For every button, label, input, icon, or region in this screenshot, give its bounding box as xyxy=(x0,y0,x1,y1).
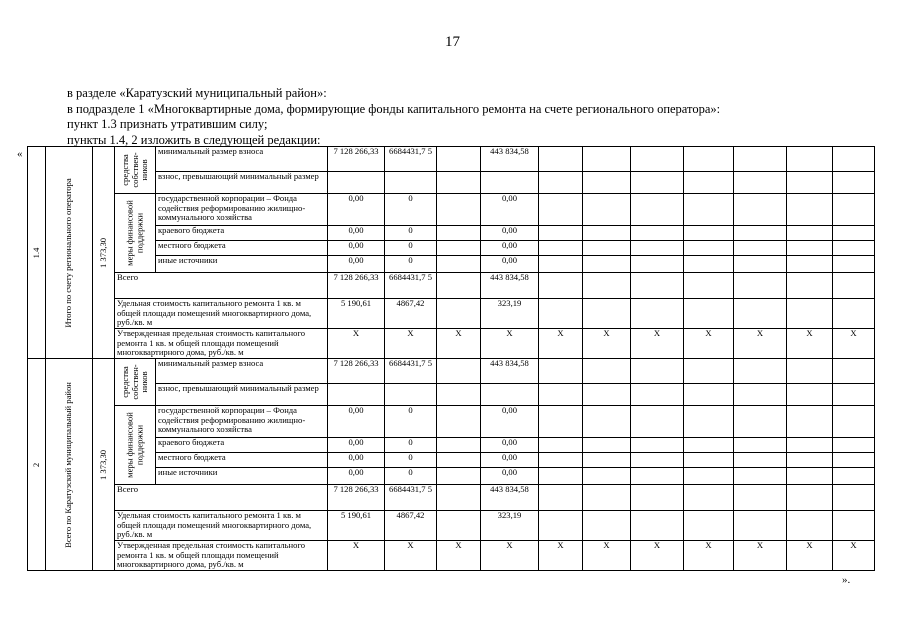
empty-cell xyxy=(539,453,583,468)
x-mark: X xyxy=(437,541,481,571)
row-label: местного бюджета xyxy=(156,453,328,468)
opening-quote: « xyxy=(17,148,23,160)
empty-cell xyxy=(684,147,734,172)
empty-cell xyxy=(583,468,631,485)
value-cell: 443 834,58 xyxy=(481,485,539,511)
section-number xyxy=(28,359,46,571)
value-cell: 5 190,61 xyxy=(328,511,385,541)
empty-cell xyxy=(833,273,875,299)
value-cell: 0 xyxy=(385,453,437,468)
empty-cell xyxy=(734,511,787,541)
empty-cell xyxy=(787,359,833,384)
value-cell xyxy=(437,273,481,299)
value-cell: 5 190,61 xyxy=(328,299,385,329)
empty-cell xyxy=(734,359,787,384)
x-mark: X xyxy=(539,541,583,571)
empty-cell xyxy=(833,384,875,406)
empty-cell xyxy=(583,299,631,329)
empty-cell xyxy=(631,194,684,226)
value-cell xyxy=(437,241,481,256)
intro-line: пункт 1.3 признать утратившим силу; xyxy=(67,117,268,131)
row-label: местного бюджета xyxy=(156,241,328,256)
row-label: взнос, превышающий минимальный размер xyxy=(156,384,328,406)
empty-cell xyxy=(583,359,631,384)
empty-cell xyxy=(583,511,631,541)
x-mark: X xyxy=(328,541,385,571)
empty-cell xyxy=(539,384,583,406)
empty-cell xyxy=(684,241,734,256)
empty-cell xyxy=(539,172,583,194)
section-name-text: Итого по счету регионального оператора xyxy=(63,177,74,328)
value-cell xyxy=(437,172,481,194)
empty-cell xyxy=(684,299,734,329)
empty-cell xyxy=(583,147,631,172)
empty-cell xyxy=(539,359,583,384)
value-cell: 4867,42 xyxy=(385,511,437,541)
value-cell: 323,19 xyxy=(481,511,539,541)
value-cell xyxy=(437,256,481,273)
empty-cell xyxy=(734,273,787,299)
value-cell: 4867,42 xyxy=(385,299,437,329)
x-mark: X xyxy=(385,329,437,359)
table-row xyxy=(28,511,875,541)
empty-cell xyxy=(583,226,631,241)
value-cell: 0,00 xyxy=(481,453,539,468)
value-cell: 0 xyxy=(385,256,437,273)
value-cell xyxy=(437,511,481,541)
row-label: иные источники xyxy=(156,468,328,485)
value-cell: 0,00 xyxy=(481,194,539,226)
owners-funds-label-text: средства собствен-ников xyxy=(119,152,149,188)
empty-cell xyxy=(734,406,787,438)
financial-support-label-text: меры финансовой поддержки xyxy=(124,200,144,266)
empty-cell xyxy=(684,485,734,511)
row-label: минимальный размер взноса xyxy=(156,147,328,172)
empty-cell xyxy=(539,147,583,172)
closing-quote: ». xyxy=(842,574,851,586)
empty-cell xyxy=(631,172,684,194)
empty-cell xyxy=(734,299,787,329)
value-cell xyxy=(437,226,481,241)
value-cell: 0 xyxy=(385,226,437,241)
value-cell xyxy=(437,147,481,172)
row-label: Всего xyxy=(115,485,328,511)
empty-cell xyxy=(787,485,833,511)
value-cell xyxy=(437,384,481,406)
value-cell: 0,00 xyxy=(328,256,385,273)
empty-cell xyxy=(833,485,875,511)
table-row xyxy=(28,194,875,226)
x-mark: X xyxy=(787,541,833,571)
empty-cell xyxy=(787,147,833,172)
empty-cell xyxy=(684,256,734,273)
value-cell: 7 128 266,33 xyxy=(328,273,385,299)
empty-cell xyxy=(583,172,631,194)
empty-cell xyxy=(734,147,787,172)
intro-line: в разделе «Каратузский муниципальный район»: xyxy=(67,86,327,100)
table-row xyxy=(28,541,875,571)
empty-cell xyxy=(833,299,875,329)
empty-cell xyxy=(684,359,734,384)
table-row xyxy=(28,273,875,299)
empty-cell xyxy=(684,406,734,438)
owners-funds-label xyxy=(115,359,156,406)
x-mark: X xyxy=(481,541,539,571)
intro-line: пункты 1.4, 2 изложить в следующей редакции: xyxy=(67,132,321,147)
intro-line: в подразделе 1 «Многоквартирные дома, формирующие фонды капитального ремонта на счете регионального оператора»: xyxy=(67,101,721,116)
value-cell: 0,00 xyxy=(481,241,539,256)
empty-cell xyxy=(734,172,787,194)
empty-cell xyxy=(684,453,734,468)
value-cell xyxy=(437,299,481,329)
empty-cell xyxy=(787,241,833,256)
empty-cell xyxy=(631,406,684,438)
x-mark: X xyxy=(385,541,437,571)
row-label: государственной корпорации – Фонда содействия реформированию жилищно-коммунального хозяйства xyxy=(156,194,328,226)
section-number-text: 1.4 xyxy=(30,247,41,258)
empty-cell xyxy=(631,485,684,511)
table-row xyxy=(28,329,875,359)
value-cell: 6684431,7 5 xyxy=(385,359,437,384)
value-cell: 0,00 xyxy=(481,226,539,241)
capital-repair-table xyxy=(27,146,875,571)
empty-cell xyxy=(539,406,583,438)
value-cell: 0,00 xyxy=(328,468,385,485)
row-label: краевого бюджета xyxy=(156,226,328,241)
x-mark: X xyxy=(631,541,684,571)
value-cell xyxy=(328,172,385,194)
financial-support-label xyxy=(115,406,156,485)
empty-cell xyxy=(631,359,684,384)
x-mark: X xyxy=(583,329,631,359)
empty-cell xyxy=(631,273,684,299)
empty-cell xyxy=(539,241,583,256)
empty-cell xyxy=(631,453,684,468)
empty-cell xyxy=(631,147,684,172)
value-cell xyxy=(481,172,539,194)
empty-cell xyxy=(734,384,787,406)
value-cell xyxy=(437,453,481,468)
section-number xyxy=(28,147,46,359)
empty-cell xyxy=(833,406,875,438)
x-mark: X xyxy=(684,541,734,571)
section-area-text: 1 373,30 xyxy=(97,449,108,480)
empty-cell xyxy=(583,438,631,453)
value-cell: 0 xyxy=(385,438,437,453)
value-cell: 6684431,7 5 xyxy=(385,273,437,299)
empty-cell xyxy=(734,468,787,485)
table-row xyxy=(28,299,875,329)
intro-text xyxy=(67,86,720,148)
empty-cell xyxy=(684,172,734,194)
empty-cell xyxy=(833,226,875,241)
empty-cell xyxy=(684,384,734,406)
empty-cell xyxy=(684,438,734,453)
value-cell: 0 xyxy=(385,241,437,256)
x-mark: X xyxy=(539,329,583,359)
row-label: минимальный размер взноса xyxy=(156,359,328,384)
empty-cell xyxy=(684,511,734,541)
empty-cell xyxy=(833,359,875,384)
value-cell: 0,00 xyxy=(328,453,385,468)
empty-cell xyxy=(631,384,684,406)
section-name xyxy=(46,147,93,359)
section-area xyxy=(93,359,115,571)
section-area-text: 1 373,30 xyxy=(97,237,108,268)
value-cell: 0,00 xyxy=(481,406,539,438)
row-label: Удельная стоимость капитального ремонта 1 кв. м общей площади помещений многоквартирного дома, руб./кв. м xyxy=(115,299,328,329)
x-mark: X xyxy=(787,329,833,359)
empty-cell xyxy=(833,453,875,468)
table-row xyxy=(28,485,875,511)
row-label: Удельная стоимость капитального ремонта 1 кв. м общей площади помещений многоквартирного дома, руб./кв. м xyxy=(115,511,328,541)
empty-cell xyxy=(539,256,583,273)
table-row xyxy=(28,406,875,438)
x-mark: X xyxy=(631,329,684,359)
value-cell: 443 834,58 xyxy=(481,359,539,384)
value-cell: 7 128 266,33 xyxy=(328,359,385,384)
value-cell: 0,00 xyxy=(328,241,385,256)
empty-cell xyxy=(734,241,787,256)
row-label: иные источники xyxy=(156,256,328,273)
empty-cell xyxy=(734,226,787,241)
empty-cell xyxy=(833,468,875,485)
value-cell xyxy=(437,194,481,226)
empty-cell xyxy=(734,194,787,226)
row-label: Всего xyxy=(115,273,328,299)
value-cell xyxy=(437,468,481,485)
empty-cell xyxy=(583,384,631,406)
empty-cell xyxy=(539,485,583,511)
empty-cell xyxy=(734,256,787,273)
empty-cell xyxy=(787,406,833,438)
empty-cell xyxy=(539,226,583,241)
empty-cell xyxy=(539,438,583,453)
empty-cell xyxy=(787,384,833,406)
value-cell: 0 xyxy=(385,406,437,438)
value-cell: 6684431,7 5 xyxy=(385,485,437,511)
empty-cell xyxy=(833,256,875,273)
x-mark: X xyxy=(833,329,875,359)
empty-cell xyxy=(583,256,631,273)
value-cell: 0 xyxy=(385,194,437,226)
empty-cell xyxy=(787,273,833,299)
section-area xyxy=(93,147,115,359)
empty-cell xyxy=(787,299,833,329)
empty-cell xyxy=(787,438,833,453)
x-mark: X xyxy=(583,541,631,571)
empty-cell xyxy=(734,453,787,468)
empty-cell xyxy=(631,299,684,329)
empty-cell xyxy=(833,147,875,172)
value-cell xyxy=(437,485,481,511)
section-name xyxy=(46,359,93,571)
table-row xyxy=(28,359,875,384)
empty-cell xyxy=(583,453,631,468)
x-mark: X xyxy=(734,541,787,571)
value-cell: 0,00 xyxy=(328,406,385,438)
x-mark: X xyxy=(833,541,875,571)
row-label: взнос, превышающий минимальный размер xyxy=(156,172,328,194)
empty-cell xyxy=(833,241,875,256)
section-number-text: 2 xyxy=(30,462,41,467)
empty-cell xyxy=(787,194,833,226)
financial-support-label xyxy=(115,194,156,273)
empty-cell xyxy=(631,468,684,485)
value-cell: 0,00 xyxy=(481,256,539,273)
empty-cell xyxy=(583,406,631,438)
empty-cell xyxy=(787,172,833,194)
value-cell: 0,00 xyxy=(328,438,385,453)
x-mark: X xyxy=(684,329,734,359)
row-label: Утвержденная предельная стоимость капитального ремонта 1 кв. м общей площади помещений многоквартирного дома, руб./кв. м xyxy=(115,541,328,571)
value-cell: 443 834,58 xyxy=(481,147,539,172)
row-label: государственной корпорации – Фонда содействия реформированию жилищно-коммунального хозяйства xyxy=(156,406,328,438)
value-cell: 443 834,58 xyxy=(481,273,539,299)
table-row xyxy=(28,147,875,172)
empty-cell xyxy=(539,273,583,299)
value-cell: 0,00 xyxy=(328,226,385,241)
value-cell: 323,19 xyxy=(481,299,539,329)
value-cell: 0 xyxy=(385,468,437,485)
empty-cell xyxy=(631,226,684,241)
value-cell xyxy=(385,384,437,406)
value-cell xyxy=(437,406,481,438)
value-cell: 7 128 266,33 xyxy=(328,485,385,511)
empty-cell xyxy=(539,511,583,541)
empty-cell xyxy=(787,453,833,468)
section-name-text: Всего по Каратузский муниципальный район xyxy=(63,381,74,548)
x-mark: X xyxy=(437,329,481,359)
empty-cell xyxy=(684,226,734,241)
empty-cell xyxy=(684,194,734,226)
value-cell xyxy=(437,438,481,453)
empty-cell xyxy=(583,194,631,226)
value-cell xyxy=(437,359,481,384)
empty-cell xyxy=(631,256,684,273)
row-label: Утвержденная предельная стоимость капитального ремонта 1 кв. м общей площади помещений многоквартирного дома, руб./кв. м xyxy=(115,329,328,359)
owners-funds-label-text: средства собствен-ников xyxy=(119,364,149,400)
empty-cell xyxy=(787,511,833,541)
x-mark: X xyxy=(734,329,787,359)
empty-cell xyxy=(734,485,787,511)
empty-cell xyxy=(583,273,631,299)
empty-cell xyxy=(734,438,787,453)
x-mark: X xyxy=(328,329,385,359)
value-cell xyxy=(328,384,385,406)
x-mark: X xyxy=(481,329,539,359)
empty-cell xyxy=(787,468,833,485)
financial-support-label-text: меры финансовой поддержки xyxy=(124,412,144,478)
empty-cell xyxy=(539,194,583,226)
value-cell xyxy=(481,384,539,406)
empty-cell xyxy=(833,194,875,226)
row-label: краевого бюджета xyxy=(156,438,328,453)
empty-cell xyxy=(833,438,875,453)
empty-cell xyxy=(631,438,684,453)
empty-cell xyxy=(787,256,833,273)
value-cell: 7 128 266,33 xyxy=(328,147,385,172)
page-number: 17 xyxy=(445,34,460,50)
value-cell: 0,00 xyxy=(481,468,539,485)
value-cell: 6684431,7 5 xyxy=(385,147,437,172)
empty-cell xyxy=(631,241,684,256)
value-cell: 0,00 xyxy=(481,438,539,453)
empty-cell xyxy=(583,241,631,256)
empty-cell xyxy=(684,273,734,299)
value-cell: 0,00 xyxy=(328,194,385,226)
empty-cell xyxy=(539,468,583,485)
empty-cell xyxy=(684,468,734,485)
empty-cell xyxy=(833,172,875,194)
empty-cell xyxy=(539,299,583,329)
empty-cell xyxy=(583,485,631,511)
owners-funds-label xyxy=(115,147,156,194)
empty-cell xyxy=(631,511,684,541)
empty-cell xyxy=(787,226,833,241)
value-cell xyxy=(385,172,437,194)
empty-cell xyxy=(833,511,875,541)
